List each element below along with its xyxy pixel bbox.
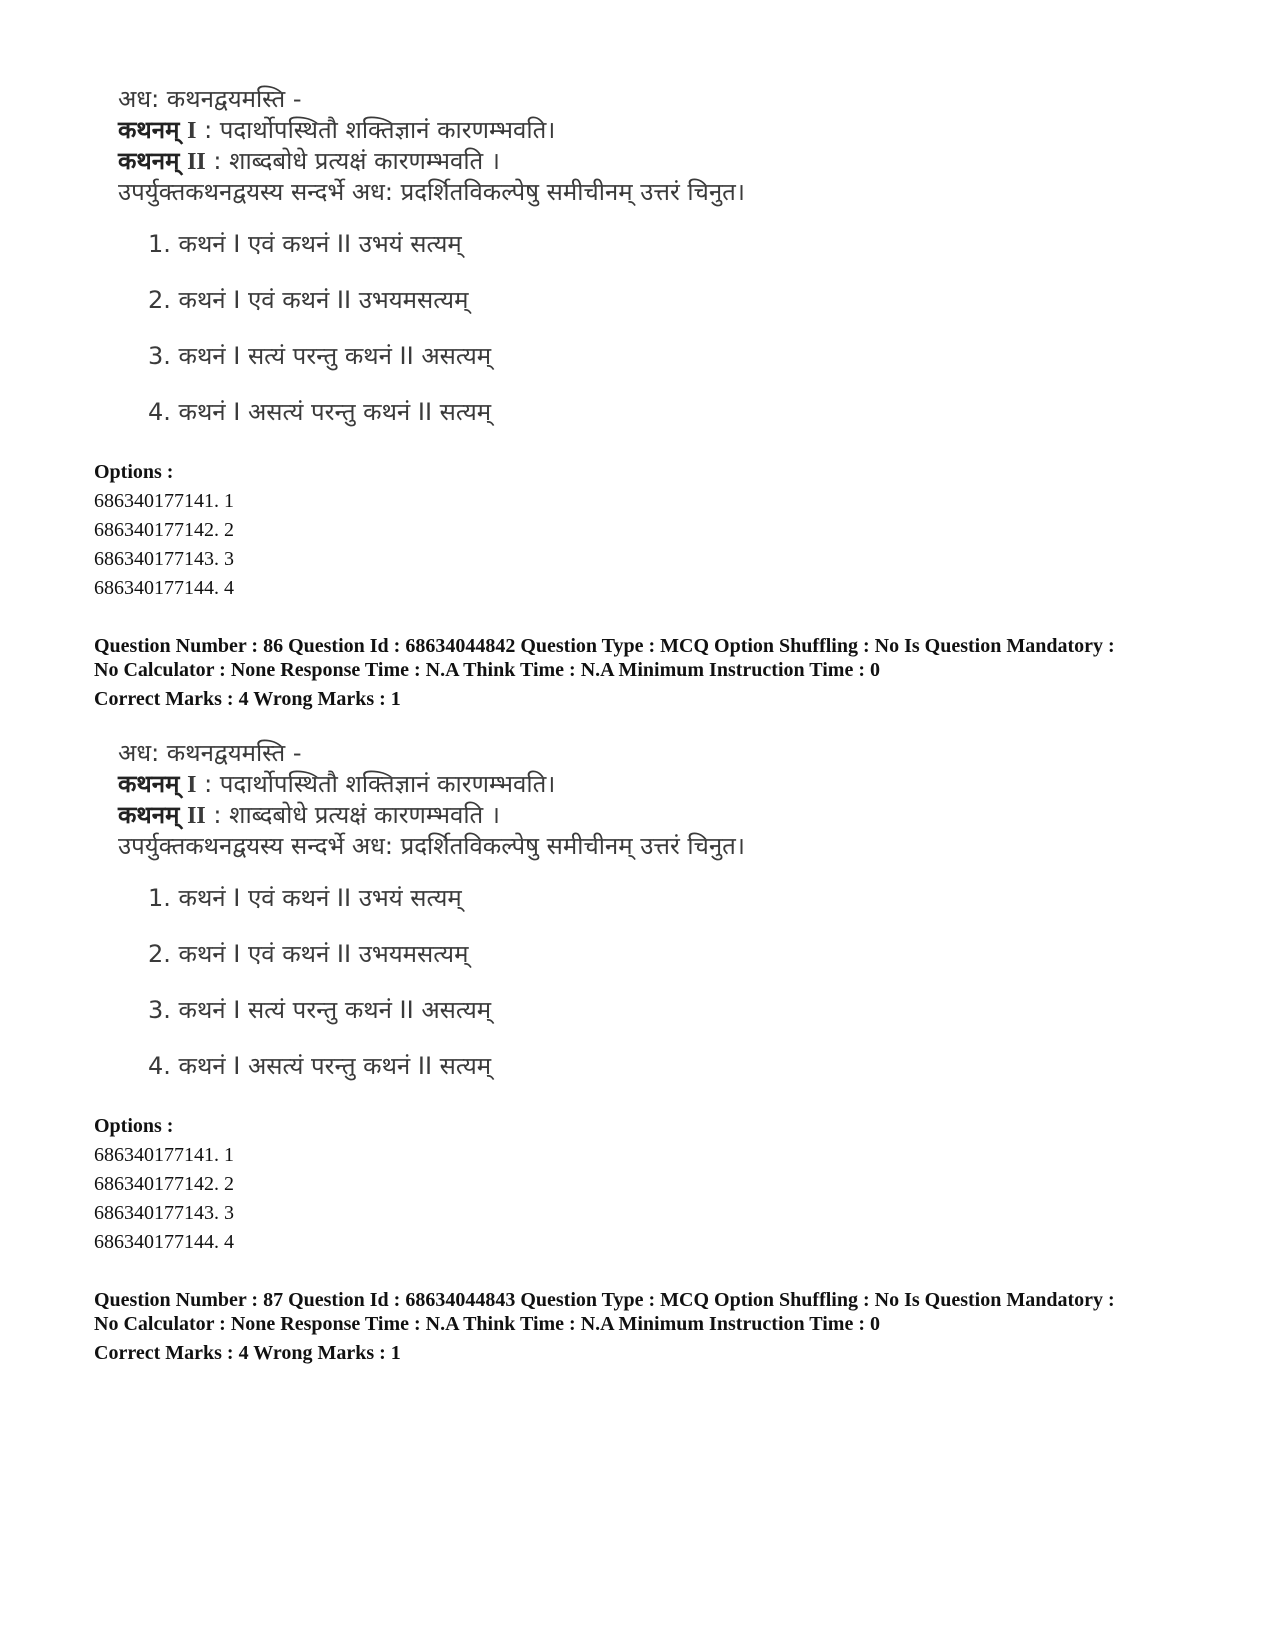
statement-2-text: : शाब्दबोधे प्रत्यक्षं कारणम्भवति । (213, 801, 500, 829)
statement-2 (118, 800, 818, 831)
options-list (94, 1112, 234, 1257)
option-item: 686340177142. 2 (94, 519, 234, 541)
statement-2-roman: II (187, 149, 206, 175)
statement-2-roman: II (187, 803, 206, 829)
option-item: 686340177143. 3 (94, 1202, 234, 1224)
choice-3: 3. कथनं I सत्यं परन्तु कथनं II असत्यम् (148, 342, 492, 370)
question-intro: अध: कथनद्वयमस्ति - (118, 85, 302, 113)
statement-1-label: कथनम् (118, 770, 180, 798)
choice-4: 4. कथनं I असत्यं परन्तु कथनं II सत्यम् (148, 1052, 492, 1080)
question-meta-line-1: Question Number : 87 Question Id : 68634044843 Question Type : MCQ Option Shuffling : No Is Question Mandatory : (94, 1289, 1115, 1311)
option-item: 686340177142. 2 (94, 1173, 234, 1195)
question-meta-block (94, 1288, 1115, 1365)
question-image-block (118, 738, 818, 1081)
statement-2-text: : शाब्दबोधे प्रत्यक्षं कारणम्भवति । (213, 147, 500, 175)
choice-1: 1. कथनं I एवं कथनं II उभयं सत्यम् (148, 884, 462, 912)
statement-1-roman: I (187, 118, 197, 144)
question-marks: Correct Marks : 4 Wrong Marks : 1 (94, 1342, 401, 1364)
statement-1-text: : पदार्थोपस्थितौ शक्तिज्ञानं कारणम्भवति। (204, 770, 556, 798)
options-label: Options : (94, 1115, 174, 1137)
question-meta-line-2: No Calculator : None Response Time : N.A Think Time : N.A Minimum Instruction Time : 0 (94, 659, 880, 681)
question-marks: Correct Marks : 4 Wrong Marks : 1 (94, 688, 401, 710)
question-image-block (118, 84, 818, 427)
options-label: Options : (94, 461, 174, 483)
question-instruction: उपर्युक्तकथनद्वयस्य सन्दर्भे अध: प्रदर्शितविकल्पेषु समीचीनम् उत्तरं चिनुत। (118, 832, 745, 860)
options-list (94, 458, 234, 603)
choice-3: 3. कथनं I सत्यं परन्तु कथनं II असत्यम् (148, 996, 492, 1024)
choice-2: 2. कथनं I एवं कथनं II उभयमसत्यम् (148, 940, 469, 968)
statement-1-roman: I (187, 772, 197, 798)
choice-4: 4. कथनं I असत्यं परन्तु कथनं II सत्यम् (148, 398, 492, 426)
option-item: 686340177144. 4 (94, 1231, 234, 1253)
question-meta-line-1: Question Number : 86 Question Id : 68634044842 Question Type : MCQ Option Shuffling : No Is Question Mandatory : (94, 635, 1115, 657)
statement-1 (118, 769, 818, 800)
option-item: 686340177141. 1 (94, 1144, 234, 1166)
statement-1-label: कथनम् (118, 116, 180, 144)
question-intro: अध: कथनद्वयमस्ति - (118, 739, 302, 767)
statement-2 (118, 146, 818, 177)
statement-2-label: कथनम् (118, 801, 180, 829)
choice-1: 1. कथनं I एवं कथनं II उभयं सत्यम् (148, 230, 462, 258)
statement-1 (118, 115, 818, 146)
option-item: 686340177144. 4 (94, 577, 234, 599)
statement-2-label: कथनम् (118, 147, 180, 175)
option-item: 686340177141. 1 (94, 490, 234, 512)
question-instruction: उपर्युक्तकथनद्वयस्य सन्दर्भे अध: प्रदर्शितविकल्पेषु समीचीनम् उत्तरं चिनुत। (118, 178, 745, 206)
choice-2: 2. कथनं I एवं कथनं II उभयमसत्यम् (148, 286, 469, 314)
question-meta-line-2: No Calculator : None Response Time : N.A Think Time : N.A Minimum Instruction Time : 0 (94, 1313, 880, 1335)
option-item: 686340177143. 3 (94, 548, 234, 570)
statement-1-text: : पदार्थोपस्थितौ शक्तिज्ञानं कारणम्भवति। (204, 116, 556, 144)
question-meta-block (94, 634, 1115, 711)
